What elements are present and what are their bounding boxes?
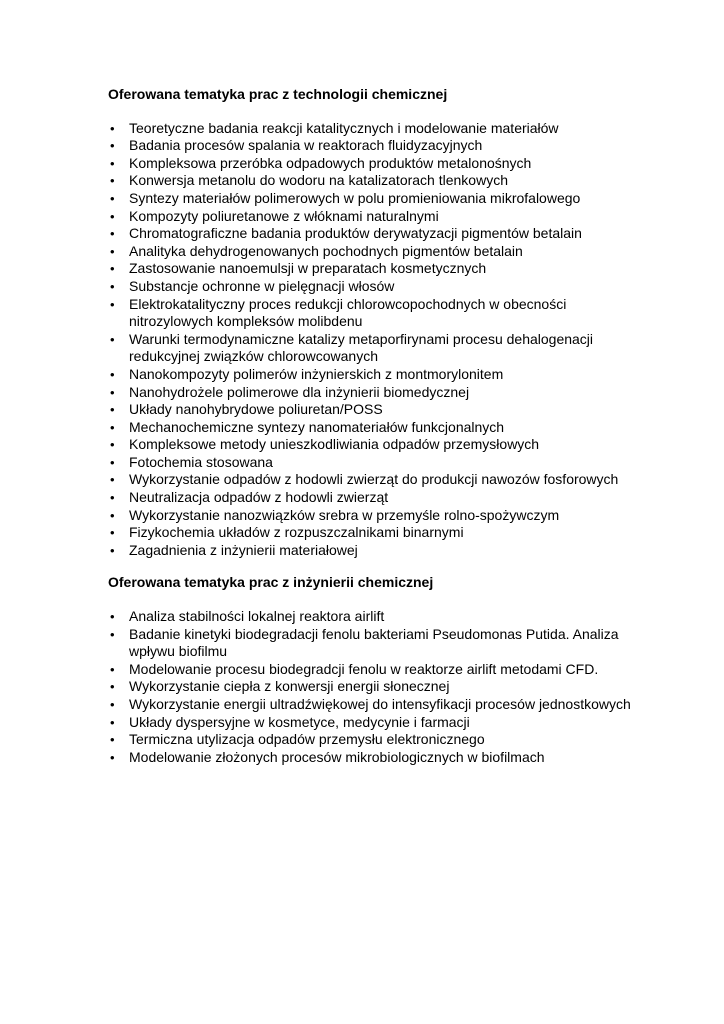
bullet-icon: • (110, 697, 115, 712)
list-item (108, 419, 648, 437)
list-item-text: Wykorzystanie nanozwiązków srebra w przemyśle rolno-spożywczym (129, 506, 560, 523)
list-item (108, 471, 648, 489)
bullet-icon: • (110, 749, 115, 765)
bullet-icon: • (110, 173, 115, 189)
list-item (108, 366, 648, 384)
section-heading: Oferowana tematyka prac z technologii chemicznej (108, 86, 448, 102)
bullet-icon: • (110, 679, 115, 695)
list-item (108, 731, 648, 749)
bullet-icon: • (110, 609, 115, 625)
topic-list (108, 608, 648, 766)
list-item (108, 260, 648, 278)
list-item-text: Wykorzystanie ciepła z konwersji energii słonecznej (129, 678, 450, 695)
section-heading: Oferowana tematyka prac z inżynierii chemicznej (108, 574, 434, 591)
list-item-text: Wykorzystanie odpadów z hodowli zwierząt do produkcji nawozów fosforowych (129, 471, 619, 488)
list-item-text: Kompleksowe metody unieszkodliwiania odpadów przemysłowych (129, 436, 540, 453)
bullet-icon: • (110, 120, 115, 136)
list-item-text: Syntezy materiałów polimerowych w polu promieniowania mikrofalowego (129, 189, 581, 206)
list-item (108, 208, 648, 226)
bullet-icon: • (110, 138, 115, 154)
list-item-text: Kompozyty poliuretanowe z włóknami naturalnymi (129, 207, 439, 224)
list-item-text: Nanohydrożele polimerowe dla inżynierii biomedycznej (129, 383, 470, 400)
list-item (108, 454, 648, 472)
list-item-text: Termiczna utylizacja odpadów przemysłu elektronicznego (129, 731, 485, 748)
list-item (108, 524, 648, 542)
list-item-text: Elektrokatalityczny proces redukcji chlorowcopochodnych w obecności nitrozylowych kompleksów molibdenu (129, 295, 567, 330)
bullet-icon: • (110, 226, 115, 242)
bullet-icon: • (110, 331, 115, 347)
list-item (108, 696, 648, 714)
list-item (108, 608, 648, 626)
list-item (108, 296, 648, 331)
bullet-icon: • (110, 208, 115, 224)
bullet-icon: • (110, 732, 115, 748)
bullet-icon: • (110, 155, 115, 171)
bullet-icon: • (110, 542, 115, 558)
list-item (108, 489, 648, 507)
list-item-text: Badania procesów spalania w reaktorach fluidyzacyjnych (129, 137, 483, 154)
bullet-icon: • (110, 437, 115, 453)
list-item (108, 172, 648, 190)
list-item-text: Nanokompozyty polimerów inżynierskich z montmorylonitem (129, 365, 504, 382)
bullet-icon: • (110, 490, 115, 506)
list-item (108, 155, 648, 173)
list-item-text: Analiza stabilności lokalnej reaktora airlift (129, 608, 385, 625)
bullet-icon: • (110, 190, 115, 206)
list-item (108, 278, 648, 296)
list-item-text: Fizykochemia układów z rozpuszczalnikami binarnymi (129, 524, 464, 541)
list-item-text: Zagadnienia z inżynierii materiałowej (129, 541, 358, 558)
bullet-icon: • (110, 278, 115, 294)
list-item-text: Analityka dehydrogenowanych pochodnych pigmentów betalain (129, 242, 523, 259)
bullet-icon: • (110, 454, 115, 470)
list-item (108, 243, 648, 261)
list-item-text: Wykorzystanie energii ultradźwiękowej do intensyfikacji procesów jednostkowych (129, 696, 631, 712)
list-item-text: Zastosowanie nanoemulsji w preparatach kosmetycznych (129, 260, 487, 277)
list-item (108, 225, 648, 243)
list-item-text: Modelowanie złożonych procesów mikrobiologicznych w biofilmach (129, 748, 545, 765)
list-item (108, 401, 648, 419)
list-item-text: Warunki termodynamiczne katalizy metaporfirynami procesu dehalogenacji redukcyjnej związków chlorowcowanych (129, 330, 594, 365)
list-item (108, 542, 648, 560)
bullet-icon: • (110, 366, 115, 382)
bullet-icon: • (110, 402, 115, 418)
bullet-icon: • (110, 507, 115, 523)
list-item (108, 190, 648, 208)
bullet-icon: • (110, 661, 115, 677)
list-item (108, 749, 648, 767)
list-item (108, 678, 648, 696)
list-item-text: Mechanochemiczne syntezy nanomateriałów funkcjonalnych (129, 418, 505, 435)
bullet-icon: • (110, 243, 115, 259)
topic-list (108, 120, 648, 560)
section-chemical-engineering (108, 574, 648, 766)
list-item-text: Kompleksowa przeróbka odpadowych produktów metalonośnych (129, 154, 532, 171)
list-item (108, 384, 648, 402)
list-item (108, 137, 648, 155)
document-page (108, 86, 648, 766)
list-item-text: Fotochemia stosowana (129, 453, 273, 470)
list-item-text: Układy nanohybrydowe poliuretan/POSS (129, 401, 383, 418)
list-item-text: Badanie kinetyki biodegradacji fenolu bakteriami Pseudomonas Putida. Analiza wpływu biofilmu (129, 625, 619, 660)
list-item (108, 120, 648, 138)
bullet-icon: • (110, 261, 115, 277)
list-item-text: Układy dyspersyjne w kosmetyce, medycynie i farmacji (129, 713, 470, 730)
list-item (108, 507, 648, 525)
list-item (108, 436, 648, 454)
list-item (108, 331, 648, 366)
bullet-icon: • (110, 384, 115, 400)
bullet-icon: • (110, 472, 115, 488)
bullet-icon: • (110, 714, 115, 730)
list-item-text: Substancje ochronne w pielęgnacji włosów (129, 277, 395, 294)
list-item-text: Konwersja metanolu do wodoru na katalizatorach tlenkowych (129, 172, 508, 189)
list-item-text: Teoretyczne badania reakcji katalitycznych i modelowanie materiałów (129, 119, 559, 136)
list-item (108, 661, 648, 679)
section-chemical-technology (108, 86, 648, 559)
bullet-icon: • (110, 419, 115, 435)
bullet-icon: • (110, 525, 115, 541)
list-item-text: Neutralizacja odpadów z hodowli zwierząt (129, 489, 389, 506)
bullet-icon: • (110, 626, 115, 642)
bullet-icon: • (110, 296, 115, 312)
list-item-text: Modelowanie procesu biodegradcji fenolu w reaktorze airlift metodami CFD. (129, 660, 599, 677)
list-item-text: Chromatograficzne badania produktów derywatyzacji pigmentów betalain (129, 225, 582, 242)
list-item (108, 714, 648, 732)
list-item (108, 626, 648, 661)
